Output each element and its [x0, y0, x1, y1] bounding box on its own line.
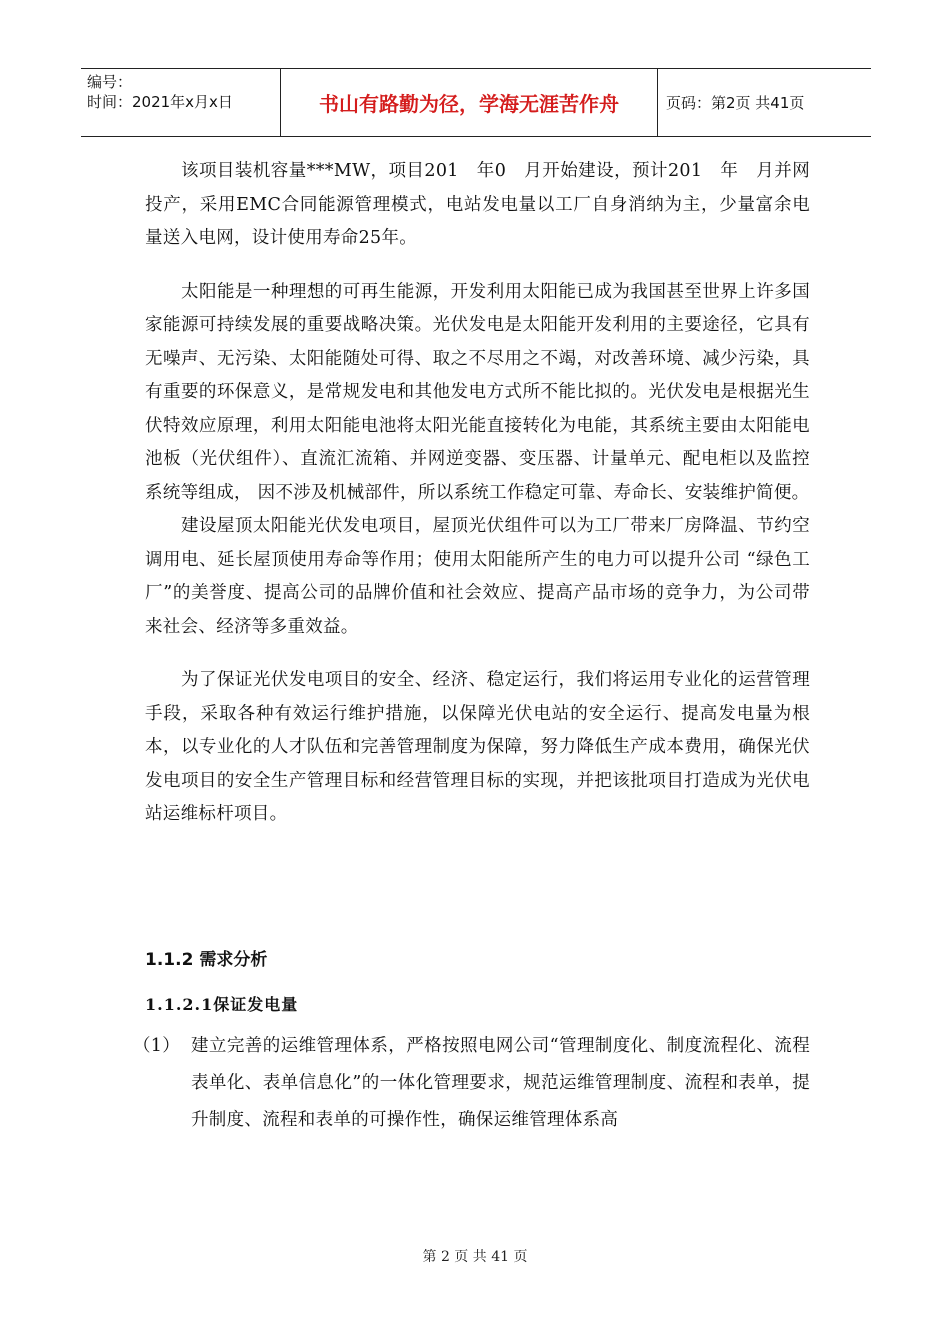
subsection-heading: 1.1.2.1保证发电量	[145, 994, 299, 1014]
section-heading: 1.1.2 需求分析	[145, 949, 268, 970]
list-item-number: （1）	[133, 1035, 181, 1056]
paragraph-project-overview: 该项目装机容量***MW，项目201 年0 月开始建设，预计201 年 月并网投产，采用EMC合同能源管理模式，电站发电量以工厂自身消纳为主，少量富余电量送入电网，设计使用寿命25年。	[145, 161, 810, 248]
document-date-label: 时间：2021年x月x日	[87, 93, 233, 111]
header-motto: 书山有路勤为径，学海无涯苦作舟	[281, 69, 658, 136]
header-meta	[81, 69, 281, 136]
page-footer: 第 2 页 共 41 页	[422, 1249, 528, 1265]
header-page-info: 页码：第2页 共41页	[666, 94, 805, 112]
list-item-text: 建立完善的运维管理体系，严格按照电网公司“管理制度化、制度流程化、流程表单化、表单信息化”的一体化管理要求，规范运维管理制度、流程和表单，提升制度、流程和表单的可操作性，确保运维管理体系高	[191, 1035, 810, 1130]
list-item	[133, 1028, 810, 1139]
paragraph-rooftop-benefits: 建设屋顶太阳能光伏发电项目，屋顶光伏组件可以为工厂带来厂房降温、节约空调用电、延长屋顶使用寿命等作用；使用太阳能所产生的电力可以提升公司 “绿色工厂”的美誉度、提高公司的品牌价值和社会效应、提高产品市场的竞争力，为公司带来社会、经济等多重效益。	[145, 516, 810, 637]
paragraph-operations-goal: 为了保证光伏发电项目的安全、经济、稳定运行，我们将运用专业化的运营管理手段，采取各种有效运行维护措施，以保障光伏电站的安全运行、提高发电量为根本，以专业化的人才队伍和完善管理制度为保障，努力降低生产成本费用，确保光伏发电项目的安全生产管理目标和经营管理目标的实现，并把该批项目打造成为光伏电站运维标杆项目。	[145, 670, 810, 824]
page-header	[81, 68, 871, 137]
document-body	[133, 155, 810, 1139]
paragraph-solar-energy: 太阳能是一种理想的可再生能源，开发利用太阳能已成为我国甚至世界上许多国家能源可持续发展的重要战略决策。光伏发电是太阳能开发利用的主要途径，它具有无噪声、无污染、太阳能随处可得、取之不尽用之不竭，对改善环境、减少污染，具有重要的环保意义，是常规发电和其他发电方式所不能比拟的。光伏发电是根据光生伏特效应原理，利用太阳能电池将太阳光能直接转化为电能，其系统主要由太阳能电池板（光伏组件）、直流汇流箱、并网逆变器、变压器、计量单元、配电柜以及监控系统等组成， 因不涉及机械部件，所以系统工作稳定可靠、寿命长、安装维护简便。	[145, 281, 810, 503]
document-number-label: 编号：	[87, 73, 133, 91]
